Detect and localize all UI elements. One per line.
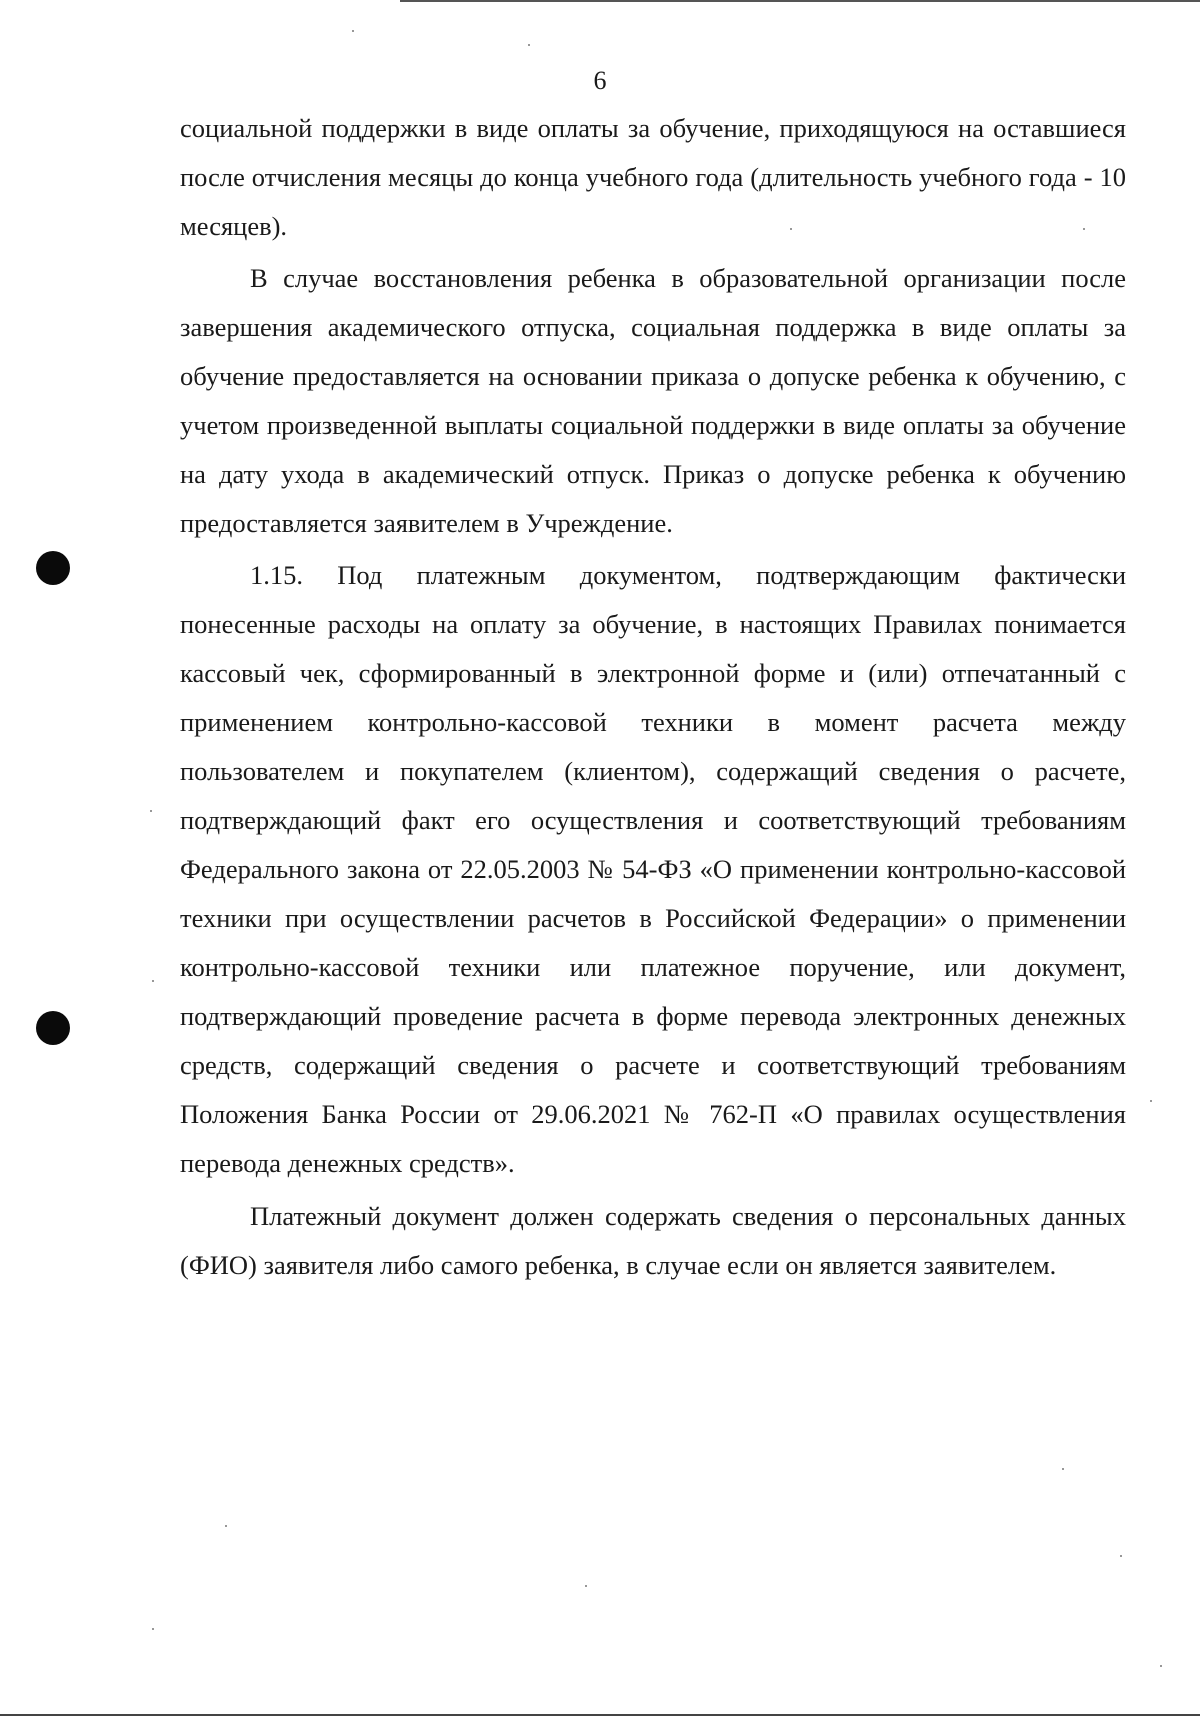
scan-speck — [352, 30, 354, 32]
scan-speck — [152, 980, 154, 982]
paragraph-personal-data: Платежный документ должен содержать сведения о персональных данных (ФИО) заявителя либо самого ребенка, в случае если он является заявителем. — [180, 1201, 1126, 1280]
scan-speck — [1160, 1665, 1162, 1667]
punch-hole-upper — [36, 551, 70, 585]
scan-speck — [585, 1585, 587, 1587]
paragraph-1-15-payment-document: 1.15. Под платежным документом, подтверждающим фактически понесенные расходы на оплату за обучение, в настоящих Правилах понимается кассовый чек, сформированный в электронной форме и (или) отпечатанный с применением контрольно-кассовой техники в момент расчета между пользователем и покупателем (клиентом), содержащий сведения о расчете, подтверждающий факт его осуществления и соответствующий требованиям Федерального закона от 22.05.2003 № 54-ФЗ «О применении контрольно-кассовой техники при осуществлении расчетов в Российской Федерации» о применении контрольно-кассовой техники или платежное поручение, или документ, подтверждающий проведение расчета в форме перевода электронных денежных средств, содержащий сведения о расчете и соответствующий требованиям Положения Банка России от 29.06.2021 № 762-П «О правилах осуществления перевода денежных средств». — [180, 560, 1126, 1178]
scan-speck — [528, 44, 530, 46]
scan-speck — [1150, 1100, 1152, 1102]
scan-speck — [150, 810, 152, 812]
page-number: 6 — [593, 66, 607, 95]
scan-edge-top — [400, 0, 1200, 2]
scan-speck — [1120, 1555, 1122, 1557]
paragraph-academic-leave: В случае восстановления ребенка в образовательной организации после завершения академического отпуска, социальная поддержка в виде оплаты за обучение предоставляется на основании приказа о допуске ребенка к обучению, с учетом произведенной выплаты социальной поддержки в виде оплаты за обучение на дату ухода в академический отпуск. Приказ о допуске ребенка к обучению предоставляется заявителем в Учреждение. — [180, 263, 1126, 538]
scan-speck — [152, 1628, 154, 1630]
scan-speck — [225, 1525, 227, 1527]
punch-hole-lower — [36, 1011, 70, 1045]
document-body — [180, 104, 1126, 1290]
scan-speck — [790, 228, 792, 230]
paragraph-continuation: социальной поддержки в виде оплаты за обучение, приходящуюся на оставшиеся после отчисления месяцы до конца учебного года (длительность учебного года - 10 месяцев). — [180, 113, 1126, 241]
scan-speck — [1062, 1468, 1064, 1470]
scan-speck — [1083, 228, 1085, 230]
